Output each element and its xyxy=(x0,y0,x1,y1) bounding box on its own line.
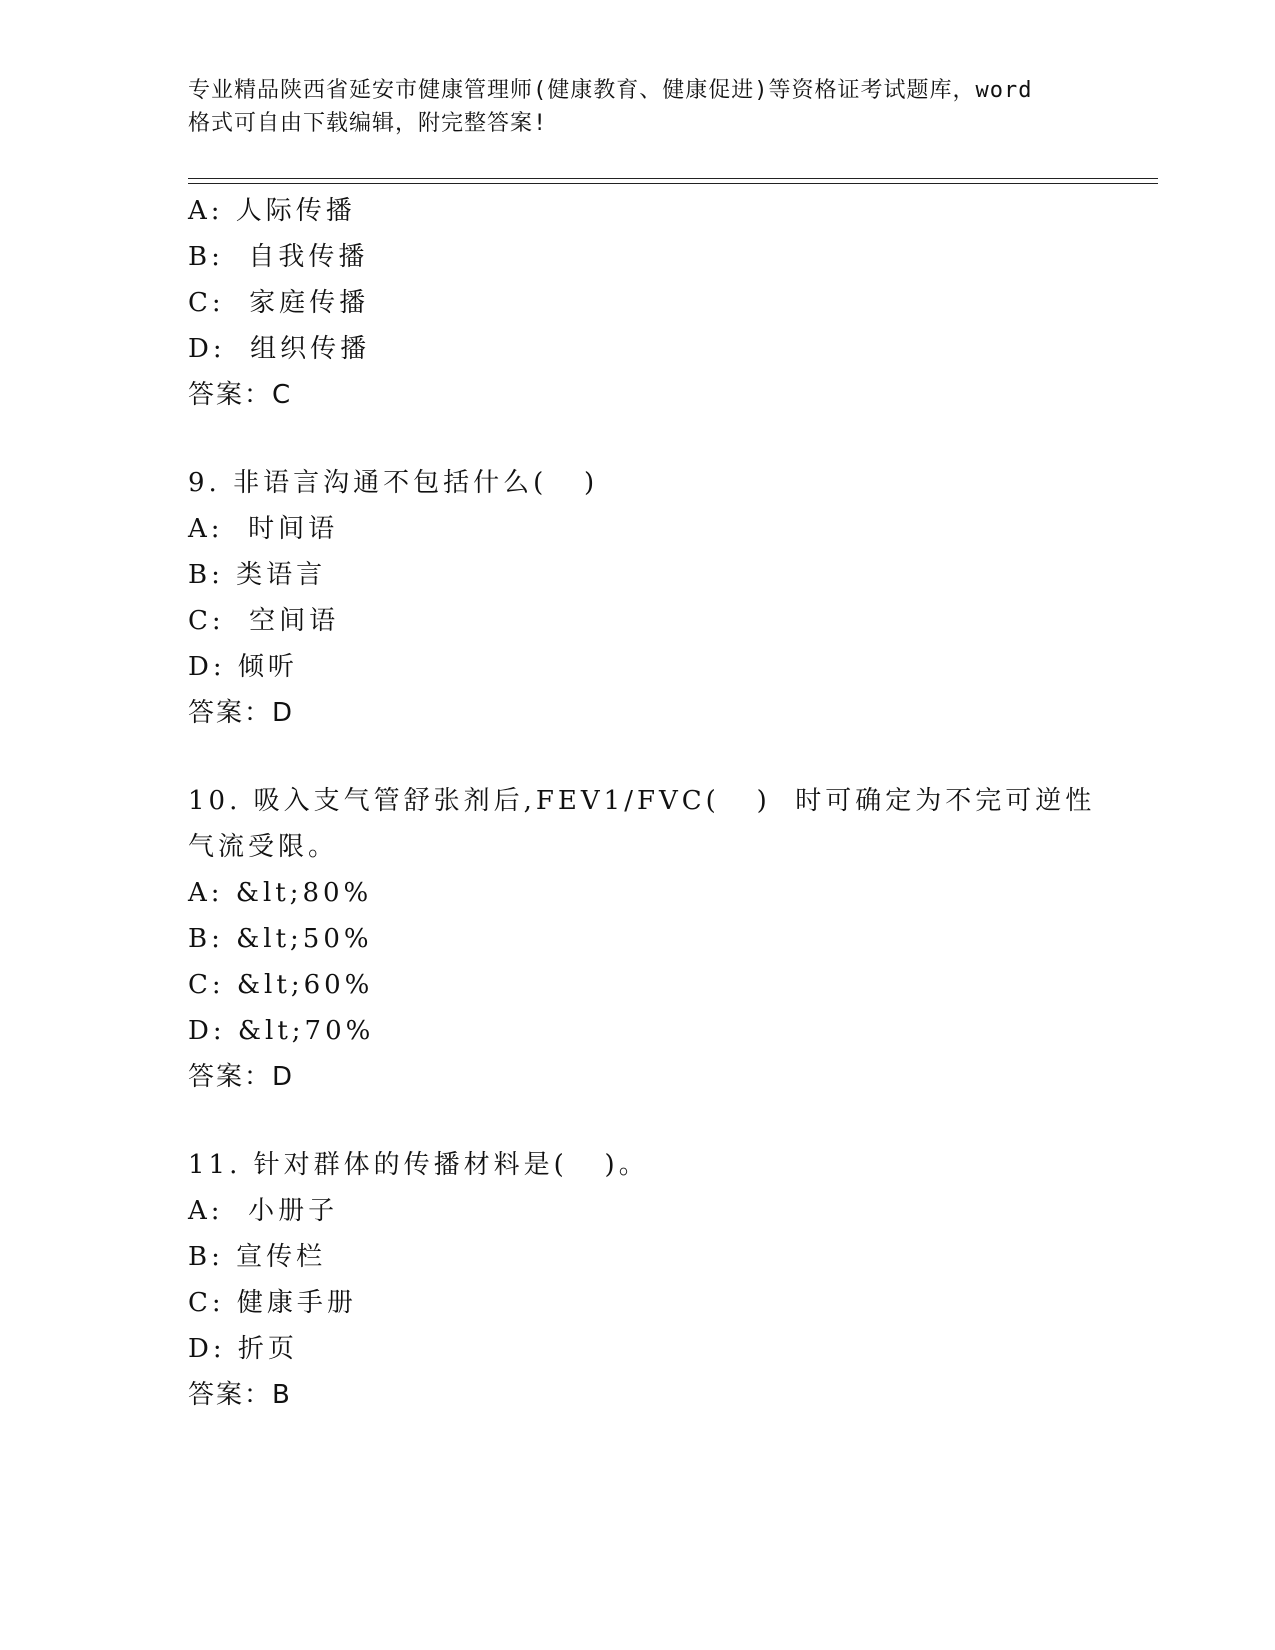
header-divider-top xyxy=(188,178,1158,179)
option-c: C: 健康手册 xyxy=(188,1288,357,1318)
header-line-1: 专业精品陕西省延安市健康管理师(健康教育、健康促进)等资格证考试题库，word xyxy=(188,78,1033,103)
question-10-block xyxy=(188,778,1096,1100)
question-text-continued: 气流受限。 xyxy=(188,832,339,862)
option-a: A: 人际传播 xyxy=(188,196,356,226)
option-d: D: &lt;70% xyxy=(188,1016,375,1046)
question-text: 9. 非语言沟通不包括什么( ) xyxy=(188,468,599,498)
question-8-block xyxy=(188,188,1088,418)
header-line-2: 格式可自由下载编辑，附完整答案! xyxy=(188,111,548,136)
document-body xyxy=(188,188,1096,1418)
question-text: 10. 吸入支气管舒张剂后,FEV1/FVC( ) 时可确定为不完可逆性 xyxy=(188,786,1096,816)
option-a: A: 时间语 xyxy=(188,514,339,544)
question-text: 11. 针对群体的传播材料是( )。 xyxy=(188,1150,649,1180)
option-b: B: 自我传播 xyxy=(188,242,369,272)
option-c: C: &lt;60% xyxy=(188,970,374,1000)
option-b: B: 类语言 xyxy=(188,560,327,590)
answer-line: 答案：D xyxy=(188,1062,295,1092)
answer-line: 答案：D xyxy=(188,698,295,728)
option-c: C: 空间语 xyxy=(188,606,340,636)
option-a: A: &lt;80% xyxy=(188,878,373,908)
option-b: B: &lt;50% xyxy=(188,924,373,954)
question-9-block xyxy=(188,460,1088,736)
option-b: B: 宣传栏 xyxy=(188,1242,327,1272)
option-a: A: 小册子 xyxy=(188,1196,339,1226)
header-divider-bottom xyxy=(188,183,1158,184)
answer-line: 答案：B xyxy=(188,1380,292,1410)
answer-line: 答案：C xyxy=(188,380,293,410)
question-11-block xyxy=(188,1142,1088,1418)
option-d: D: 折页 xyxy=(188,1334,298,1364)
document-header xyxy=(188,74,1088,140)
option-c: C: 家庭传播 xyxy=(188,288,370,318)
option-d: D: 组织传播 xyxy=(188,334,371,364)
option-d: D: 倾听 xyxy=(188,652,298,682)
